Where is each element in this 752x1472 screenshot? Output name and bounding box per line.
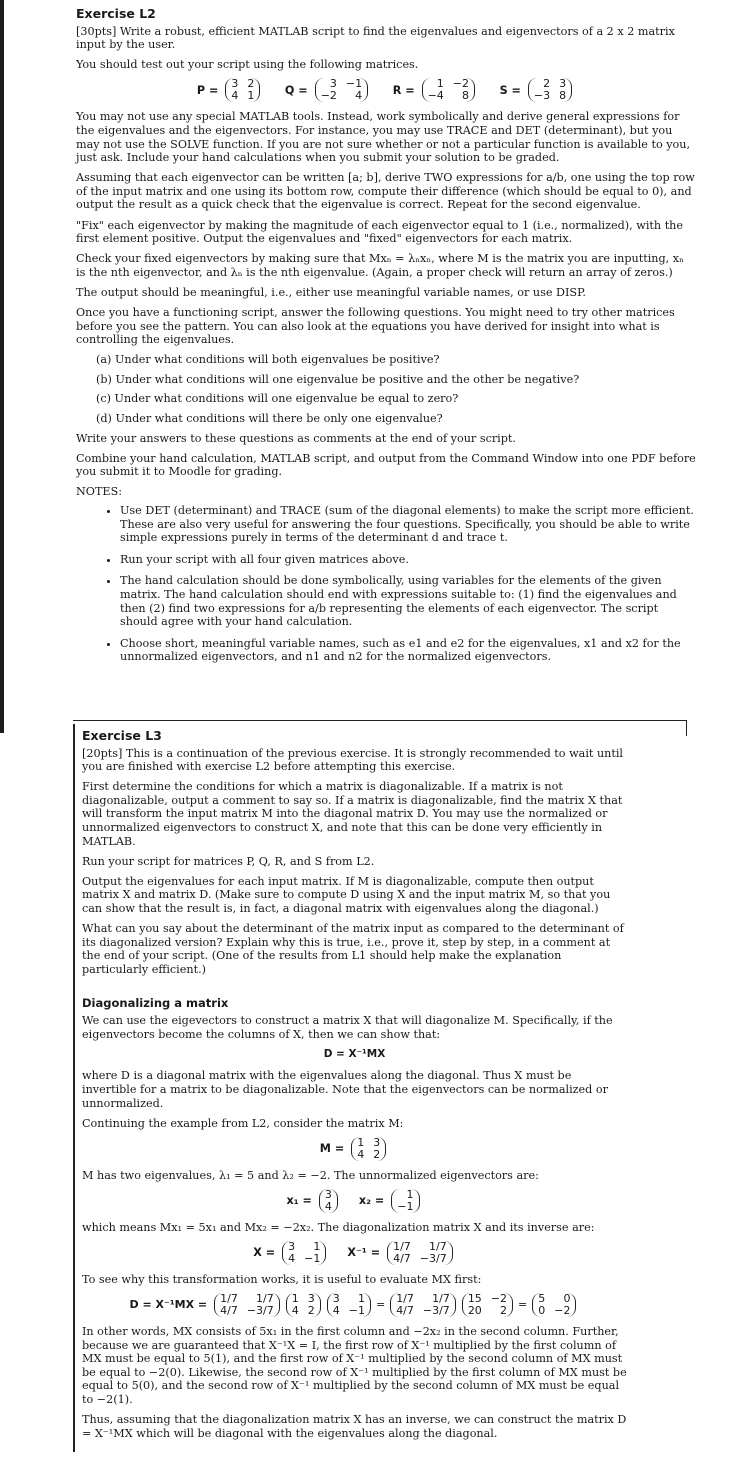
notes-label: NOTES: [76,485,123,499]
diagonalization-equation [82,1293,627,1317]
matrix-cell: 3 [231,77,239,91]
matrix-label: X = [253,1246,276,1260]
matrix-cell: 8 [462,89,470,103]
matrix-cell: 1 [357,1135,365,1149]
l3-paragraph: We can use the eigevectors to construct a matrix X that will diagonalize M. Specifically, if the eigenvectors become the columns of X, then we can show that: [82,1014,613,1041]
matrix-cell: 4/7 [393,1251,411,1265]
matrix-cell: −3 [533,89,551,103]
matrix-cell: −1 [304,1251,321,1265]
l3-paragraph: Continuing the example from L2, consider the matrix M: [82,1116,404,1130]
matrix-cell: 1 [247,89,255,103]
matrix-cell: 4/7 [220,1304,238,1318]
equals-sign: = [375,1298,386,1312]
vector-cell: 4 [324,1199,332,1213]
matrix-cell: −1 [345,77,363,91]
matrix-cell: 8 [559,89,567,103]
l2-title: Exercise L2 [76,6,156,21]
matrix-cell: 1 [291,1292,299,1306]
matrix-cell: −2 [554,1304,571,1318]
l2-paragraph: "Fix" each eigenvector by making the magnitude of each eigenvector equal to 1 (i.e., normalized), with the first element positive. Output the eigenvalues and "fixed" eigenvectors for each matrix. [76,218,684,246]
notes-list [76,504,696,664]
l3-paragraph: In other words, MX consists of 5x₁ in the first column and −2x₂ in the second column. Further, because we are guaranteed that X⁻¹X = I, the first row of X⁻¹ multiplied by the first column of MX must be equal to 5(1), and the first row of X⁻¹ multiplied by the second column of MX must be equal to −2(0). Likewise, the second row of X⁻¹ multiplied by the first column of MX must be equal to 5(0), and the second row of X⁻¹ multiplied by the second column of MX must be equal to −2(1). [82,1325,627,1406]
matrix-cell: −4 [427,89,444,103]
l2-paragraph: Assuming that each eigenvector can be written [a; b], derive TWO expressions for a/b, one using the top row of the input matrix and one using its bottom row, compute their difference (which should be equal to 0), and output the result as a quick check that the eigenvalue is correct. Repeat for the second eigenvalue. [76,171,695,212]
question-list [76,353,696,425]
matrix-label: X⁻¹ = [347,1246,381,1260]
l3-title: Exercise L3 [82,728,162,743]
matrix-cell: 1/7 [393,1239,411,1253]
matrix-cell: −2 [320,89,337,103]
l3-paragraph: What can you say about the determinant of the matrix input as compared to the determinant of its diagonalized version? Explain why this is true, i.e., prove it, step by step, in a comment at the end of your script. (One of the results from L1 should help make the explanation particularly efficient.) [82,922,624,976]
l2-paragraph: The output should be meaningful, i.e., either use meaningful variable names, or use DISP. [76,285,586,299]
l3-paragraph: which means Mx₁ = 5x₁ and Mx₂ = −2x₂. The diagonalization matrix X and its inverse are: [82,1220,595,1234]
equation-label: D = X⁻¹MX = [129,1298,208,1312]
matrix-cell: 4 [231,89,239,103]
l3-paragraph: To see why this transformation works, it is useful to evaluate MX first: [82,1272,482,1286]
l3-paragraph: Thus, assuming that the diagonalization matrix X has an inverse, we can construct the matrix D = X⁻¹MX which will be diagonal with the eigenvalues along the diagonal. [82,1413,627,1440]
diagonalizing-subtitle: Diagonalizing a matrix [82,995,229,1010]
vector-label: x₁ = [286,1194,312,1208]
l2-paragraph: Once you have a functioning script, answer the following questions. You might need to try other matrices before you see the pattern. You can also look at the equations you have derived for insight into what is controlling the eigenvalues. [76,306,675,347]
equation-text: D = X⁻¹MX [323,1047,386,1060]
matrix-cell: −1 [348,1304,365,1318]
matrix-cell: 20 [467,1304,482,1318]
matrix-cell: 3 [559,77,567,91]
matrix-cell: 1/7 [429,1239,447,1253]
matrix-s [482,78,576,102]
matrix-cell: −2 [452,77,470,91]
matrix-p [197,78,263,102]
matrix-cell: 4 [357,1147,365,1161]
note-item: • Use DET (determinant) and TRACE (sum of the diagonal elements) to make the script more efficient. These are also very useful for answering the four questions. Specifically, you should be able to write simple expressions purely in terms of the determinant d and trace t. [120,504,696,545]
exercise-l2 [76,7,696,672]
l3-paragraph: where D is a diagonal matrix with the eigenvalues along the diagonal. Thus X must be invertible for a matrix to be diagonalizable. Note that the eigenvectors can be normalized or unnormalized. [82,1069,608,1110]
matrix-cell: 0 [538,1304,546,1318]
matrix-cell: 0 [563,1292,571,1306]
equals-sign: = [518,1298,528,1312]
vector-cell: 3 [324,1187,332,1201]
matrix-cell: 3 [332,1292,340,1306]
matrix-r [375,78,478,102]
matrix-cell: 15 [467,1292,482,1306]
vector-label: x₂ = [358,1194,385,1208]
exercise-l3 [82,729,627,1447]
matrix-cell: 1/7 [220,1292,238,1306]
matrix-cell: 1/7 [396,1292,414,1306]
matrix-label: M = [319,1141,345,1155]
matrix-cell: 4 [355,89,363,103]
vector-cell: −1 [397,1199,414,1213]
l3-paragraph: M has two eigenvalues, λ₁ = 5 and λ₂ = −2. The unnormalized eigenvectors are: [82,1168,539,1182]
l3-paragraph: Run your script for matrices P, Q, R, and S from L2. [82,854,375,868]
test-matrices [76,78,696,102]
matrix-cell: 2 [543,77,551,91]
matrix-cell: 4/7 [396,1304,414,1318]
matrix-cell: 3 [329,77,337,91]
section-divider [73,720,687,721]
question-item: (d) Under what conditions will there be only one eigenvalue? [96,412,443,426]
l3-paragraph: First determine the conditions for which a matrix is diagonalizable. If a matrix is not diagonalizable, output a comment to say so. If a matrix is diagonalizable, find the matrix X that will transform the input matrix M into the diagonal matrix D. You may use the normalized or unnormalized eigenvectors to construct X, and note that this can be done very efficiently in MATLAB. [82,780,623,848]
matrix-cell: −2 [490,1292,508,1306]
note-item: • Choose short, meaningful variable names, such as e1 and e2 for the eigenvalues, x1 and x2 for the unnormalized eigenvectors, and n1 and n2 for the normalized eigenvectors. [120,637,696,664]
l3-margin-bar [73,724,75,1452]
matrix-cell: 3 [373,1135,381,1149]
l3-paragraph: [20pts] This is a continuation of the previous exercise. It is strongly recommended to wait until you are finished with exercise L2 before attempting this exercise. [82,746,624,774]
question-item: (c) Under what conditions will one eigenvalue be equal to zero? [96,392,459,406]
matrix-cell: −3/7 [419,1251,447,1265]
l2-paragraph: Check your fixed eigenvectors by making sure that Mxₙ = λₙxₙ, where M is the matrix you are inputting, xₙ is the nth eigenvector, and λₙ is the nth eigenvalue. (Again, a proper check will return an array of zeros.) [76,252,684,279]
section-divider-tick [686,720,687,736]
l3-paragraph: Output the eigenvalues for each input matrix. If M is diagonalizable, compute then output matrix X and matrix D. (Make sure to compute D using X and the input matrix M, so that you can show that the result is, in fact, a diagonal matrix with eigenvalues along the diagonal.) [82,874,611,916]
matrix-cell: 4 [288,1251,296,1265]
matrix-cell: −3/7 [246,1304,274,1318]
matrix-cell: 2 [247,77,255,91]
l2-paragraph: [30pts] Write a robust, efficient MATLAB script to find the eigenvalues and eigenvectors of a 2 x 2 matrix input by the user. [76,24,675,52]
note-item: • The hand calculation should be done symbolically, using variables for the elements of the given matrix. The hand calculation should end with expressions suitable to: (1) find the eigenvalues and then (2) find two expressions for a/b representing the elements of each eigenvector. The script should agree with your hand calculation. [120,574,696,628]
question-item: (a) Under what conditions will both eigenvalues be positive? [96,353,440,367]
matrix-cell: 4 [291,1304,299,1318]
matrix-cell: 4 [332,1304,340,1318]
matrix-label: R = [392,83,415,97]
question-item: (b) Under what conditions will one eigenvalue be positive and the other be negative? [96,372,580,386]
matrix-cell: 1 [313,1239,321,1253]
matrix-cell: 2 [307,1304,315,1318]
matrix-m [82,1137,627,1161]
matrix-cell: 1/7 [256,1292,274,1306]
vector-cell: 1 [406,1187,414,1201]
matrix-q [267,78,371,102]
matrix-cell: 1 [357,1292,365,1306]
eigenvectors [82,1189,627,1213]
matrix-label: P = [196,83,219,97]
matrix-cell: 1/7 [432,1292,450,1306]
l2-paragraph: Combine your hand calculation, MATLAB script, and output from the Command Window into one PDF before you submit it to Moodle for grading. [76,451,696,479]
matrix-cell: 2 [373,1147,381,1161]
matrix-x-and-inverse [82,1241,627,1265]
matrix-label: Q = [284,83,308,97]
equation-d [82,1048,627,1062]
matrix-label: S = [499,83,521,97]
l2-paragraph: You should test out your script using the following matrices. [76,58,419,72]
matrix-cell: 3 [288,1239,296,1253]
matrix-cell: 1 [436,77,444,91]
l2-paragraph: Write your answers to these questions as comments at the end of your script. [76,431,516,445]
matrix-cell: 2 [500,1304,508,1318]
left-margin-bar [0,0,4,733]
matrix-cell: 5 [538,1292,546,1306]
matrix-cell: −3/7 [422,1304,450,1318]
matrix-cell: 3 [307,1292,315,1306]
note-item: • Run your script with all four given matrices above. [120,553,696,567]
l2-paragraph: You may not use any special MATLAB tools. Instead, work symbolically and derive general expressions for the eigenvalues and the eigenvectors. For instance, you may use TRACE and DET (determinant), but you may not use the SOLVE function. If you are not sure whether or not a particular function is available to you, just ask. Include your hand calculations when you submit your solution to be graded. [76,110,691,165]
